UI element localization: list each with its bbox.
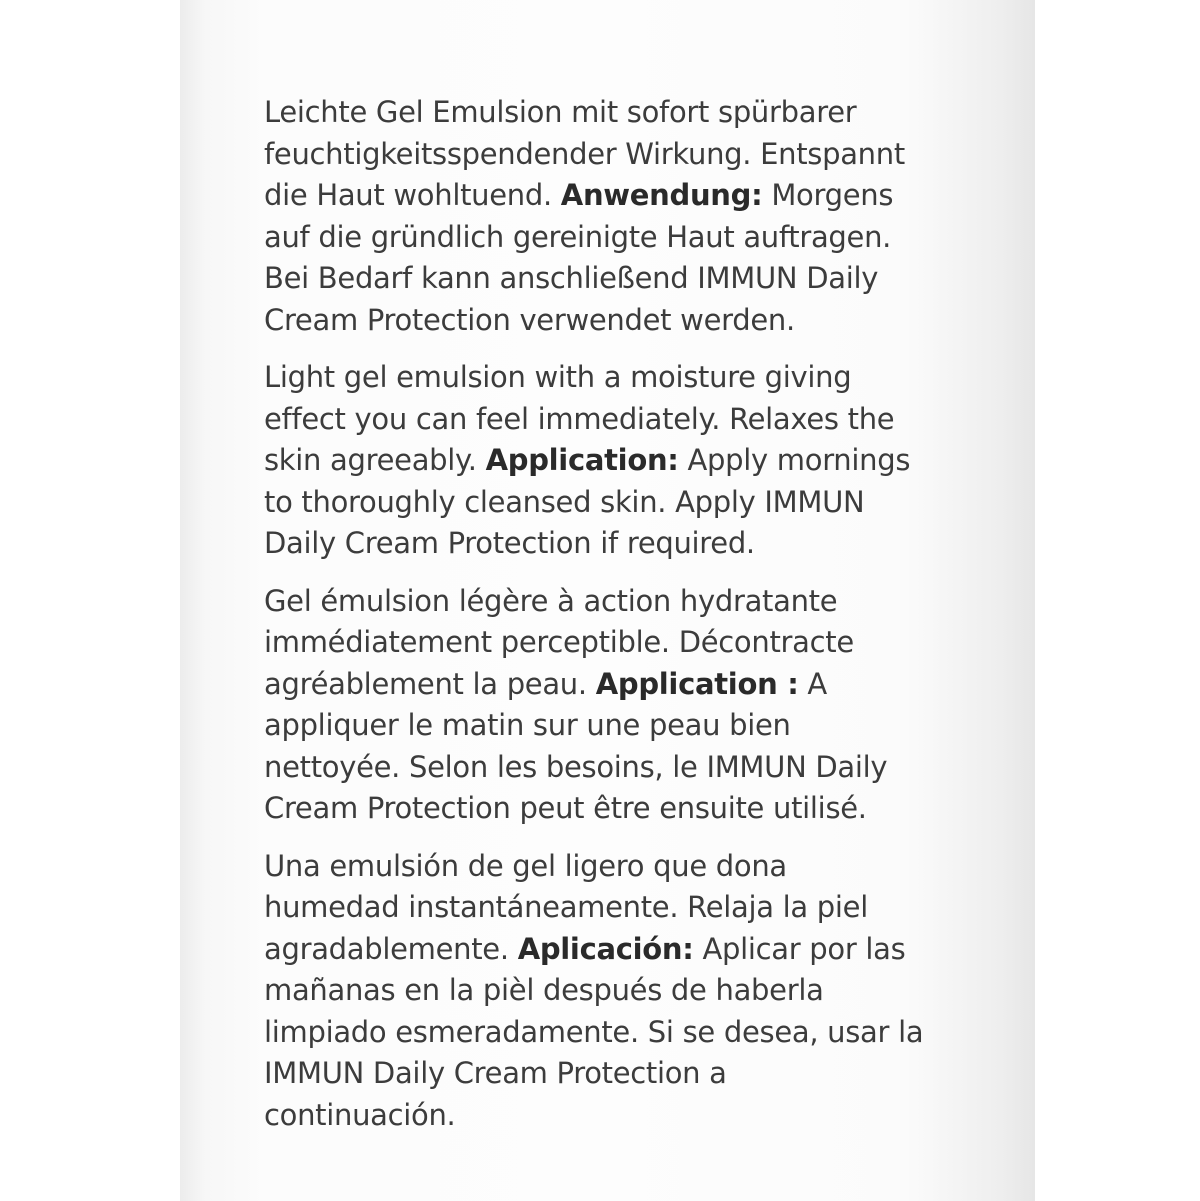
text-line [264,482,964,524]
text-segment: Cream Protection verwendet werden. [264,302,795,337]
text-segment: mañanas en la pièl después de haberla [264,973,824,1007]
text-segment: Bei Bedarf kann anschließend IMMUN Daily [264,261,879,295]
section-heading: Application: [485,443,679,477]
text-segment: immédiatement perceptible. Décontracte [264,625,854,659]
text-segment: Cream Protection peut être ensuite utilisé. [264,791,867,825]
text-line [264,788,964,830]
text-line [264,929,964,971]
text-segment: feuchtigkeitsspendender Wirkung. Entspannt [264,136,905,171]
text-line [264,1095,964,1137]
product-description [264,92,964,1152]
text-segment: Gel émulsion légère à action hydratante [264,583,838,618]
text-line [264,134,964,176]
text-line [264,357,964,399]
text-line [264,399,964,441]
text-segment: nettoyée. Selon les besoins, le IMMUN Daily [264,749,888,784]
section-heading: Anwendung: [560,178,763,212]
paragraph-en [264,357,964,565]
text-segment: Leichte Gel Emulsion mit sofort spürbarer [264,95,857,129]
text-segment: agradablemente. [264,931,518,966]
text-line [264,440,964,482]
text-segment: skin agreeably. [264,443,486,477]
text-line [264,217,964,259]
text-line [264,705,964,747]
text-segment: appliquer le matin sur une peau bien [264,708,791,742]
text-line [264,664,964,706]
text-segment: to thoroughly cleansed skin. Apply IMMUN [264,484,865,519]
text-segment: limpiado esmeradamente. Si se desea, usar la [264,1014,924,1049]
text-segment: Aplicar por las [693,931,906,966]
text-segment: Daily Cream Protection if required. [264,526,755,560]
text-segment: die Haut wohltuend. [264,178,561,212]
section-heading: Application : [595,666,799,701]
paragraph-fr [264,581,964,830]
text-segment: Apply mornings [678,443,911,477]
paragraph-de [264,92,964,341]
text-segment: A [798,666,827,701]
text-segment: Light gel emulsion with a moisture giving [264,360,852,394]
paragraph-es [264,846,964,1137]
text-segment: IMMUN Daily Cream Protection a [264,1056,727,1090]
text-line [264,175,964,217]
section-heading: Aplicación: [517,931,694,966]
text-line [264,747,964,789]
text-segment: auf die gründlich gereinigte Haut auftragen. [264,219,892,254]
text-segment: Una emulsión de gel ligero que dona [264,848,787,883]
text-line [264,1053,964,1095]
text-line [264,258,964,300]
text-segment: effect you can feel immediately. Relaxes the [264,401,895,436]
text-line [264,1012,964,1054]
text-line [264,92,964,134]
text-line [264,970,964,1012]
text-line [264,523,964,565]
text-line [264,846,964,888]
text-segment: humedad instantáneamente. Relaja la piel [264,890,868,924]
text-segment: Morgens [762,178,894,212]
text-segment: continuación. [264,1097,456,1132]
text-line [264,581,964,623]
text-line [264,300,964,342]
text-segment: agréablement la peau. [264,666,596,701]
text-line [264,887,964,929]
text-line [264,622,964,664]
